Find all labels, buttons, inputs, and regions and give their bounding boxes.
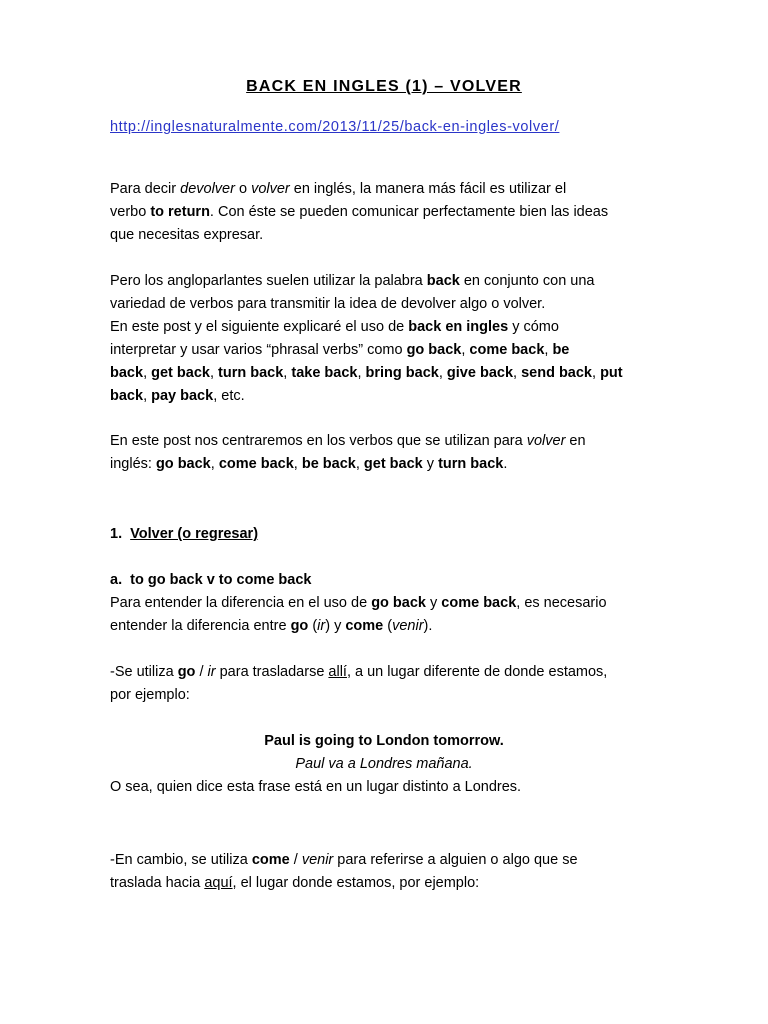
- phrasal-verbs-paragraph: [110, 270, 670, 408]
- example-english: Paul is going to London tomorrow.: [264, 733, 504, 749]
- text-line: inglés: go back, come back, be back, get back y turn back.: [110, 456, 508, 472]
- go-explanation: [110, 661, 670, 707]
- text-line: -En cambio, se utiliza come / venir para referirse a alguien o algo que se: [110, 852, 578, 868]
- text-line: -Se utiliza go / ir para trasladarse allí, a un lugar diferente de donde estamos,: [110, 664, 608, 680]
- example-note: O sea, quien dice esta frase está en un lugar distinto a Londres.: [110, 779, 522, 795]
- text-line: En este post nos centraremos en los verbos que se utilizan para volver en: [110, 433, 586, 449]
- text-line: variedad de verbos para transmitir la idea de devolver algo o volver.: [110, 296, 546, 312]
- subsection-a: [110, 569, 670, 638]
- text-line: por ejemplo:: [110, 687, 190, 703]
- text-line: verbo to return. Con éste se pueden comunicar perfectamente bien las ideas: [110, 204, 609, 220]
- example-1: [110, 730, 670, 799]
- text-line: traslada hacia aquí, el lugar donde estamos, por ejemplo:: [110, 875, 480, 891]
- come-explanation: [110, 849, 670, 895]
- subsection-heading: a. to go back v to come back: [110, 572, 312, 588]
- text-line: Para entender la diferencia en el uso de go back y come back, es necesario: [110, 595, 607, 611]
- intro-paragraph: [110, 178, 670, 247]
- text-line: back, get back, turn back, take back, bring back, give back, send back, put: [110, 365, 623, 381]
- text-line: back, pay back, etc.: [110, 388, 245, 404]
- text-line: En este post y el siguiente explicaré el uso de back en ingles y cómo: [110, 319, 559, 335]
- section-number: 1.: [110, 526, 123, 542]
- text-line: Pero los angloparlantes suelen utilizar la palabra back en conjunto con una: [110, 273, 595, 289]
- example-spanish: Paul va a Londres mañana.: [295, 756, 473, 772]
- source-link[interactable]: http://inglesnaturalmente.com/2013/11/25/back-en-ingles-volver/: [110, 119, 560, 135]
- text-line: entender la diferencia entre go (ir) y come (venir).: [110, 618, 433, 634]
- focus-paragraph: [110, 430, 670, 476]
- text-line: Para decir devolver o volver en inglés, la manera más fácil es utilizar el: [110, 181, 567, 197]
- section-title: Volver (o regresar): [130, 526, 259, 542]
- text-line: que necesitas expresar.: [110, 227, 264, 243]
- text-line: interpretar y usar varios “phrasal verbs” como go back, come back, be: [110, 342, 570, 358]
- page-title: BACK EN INGLES (1) – VOLVER: [246, 78, 522, 95]
- section-heading: [110, 523, 670, 546]
